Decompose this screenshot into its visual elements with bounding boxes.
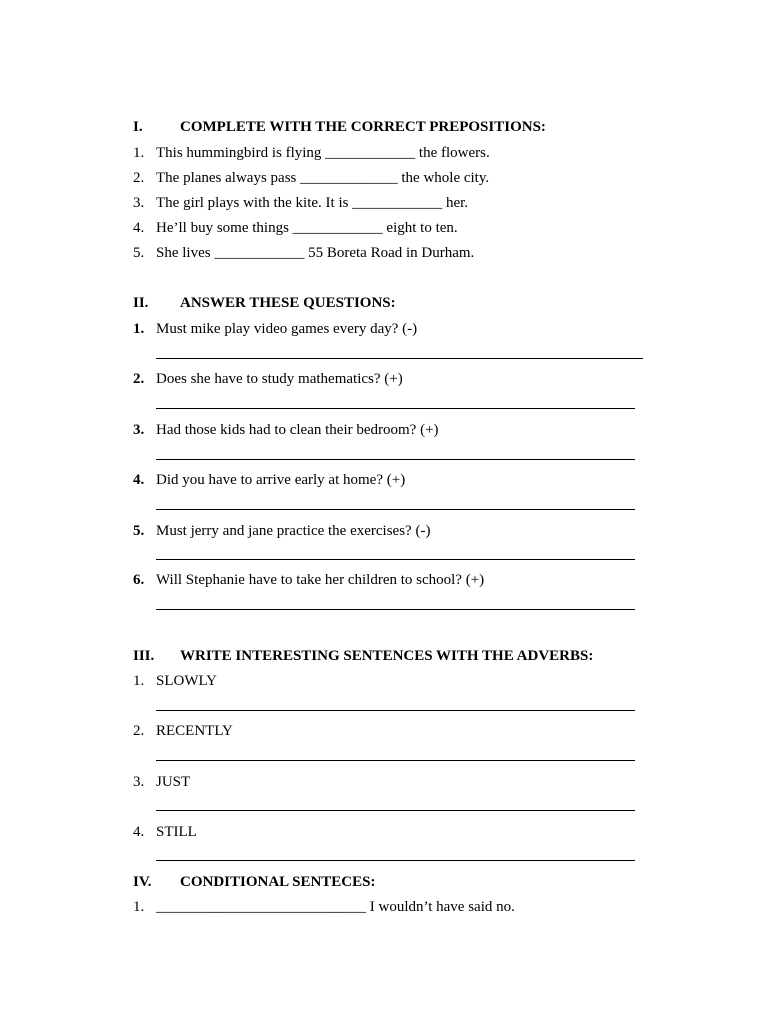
answer-line[interactable] xyxy=(156,609,635,610)
section-2-item-6-text: Will Stephanie have to take her children to school? (+) xyxy=(156,572,485,588)
section-3-item-2-number: 2. xyxy=(133,723,145,739)
section-3-numeral: III. xyxy=(133,648,155,664)
section-3-item-1-number: 1. xyxy=(133,673,145,689)
answer-line[interactable] xyxy=(156,810,635,811)
section-1-item-4-text: He’ll buy some things ____________ eight to ten. xyxy=(156,220,458,236)
section-1-item-2-text: The planes always pass _____________ the whole city. xyxy=(156,170,490,186)
answer-line[interactable] xyxy=(156,559,635,560)
section-2-item-4-number: 4. xyxy=(133,472,145,488)
section-3-item-4-text: STILL xyxy=(156,824,197,840)
section-2-item-5-number: 5. xyxy=(133,523,145,539)
section-4-item-1-number: 1. xyxy=(133,899,145,915)
section-3-item-1-text: SLOWLY xyxy=(156,673,217,689)
section-3-title: WRITE INTERESTING SENTENCES WITH THE ADVERBS: xyxy=(180,648,594,664)
answer-line[interactable] xyxy=(156,710,635,711)
section-4-item-1-text: ____________________________ I wouldn’t have said no. xyxy=(156,899,515,915)
section-4-title: CONDITIONAL SENTECES: xyxy=(180,874,376,890)
section-2-item-1-number: 1. xyxy=(133,321,145,337)
section-2-item-4-text: Did you have to arrive early at home? (+) xyxy=(156,472,406,488)
answer-line[interactable] xyxy=(156,459,635,460)
section-2-item-6-number: 6. xyxy=(133,572,145,588)
section-3-item-3-text: JUST xyxy=(156,774,191,790)
answer-line[interactable] xyxy=(156,358,643,359)
section-2-item-2-number: 2. xyxy=(133,371,145,387)
section-1-title: COMPLETE WITH THE CORRECT PREPOSITIONS: xyxy=(180,119,546,135)
answer-line[interactable] xyxy=(156,860,635,861)
section-1-item-1-number: 1. xyxy=(133,145,145,161)
section-1-item-4-number: 4. xyxy=(133,220,145,236)
section-2-item-1-text: Must mike play video games every day? (-) xyxy=(156,321,418,337)
section-1-item-5-text: She lives ____________ 55 Boreta Road in Durham. xyxy=(156,245,475,261)
section-3-item-4-number: 4. xyxy=(133,824,145,840)
section-2-item-3-number: 3. xyxy=(133,422,145,438)
section-2-title: ANSWER THESE QUESTIONS: xyxy=(180,295,396,311)
section-1-item-1-text: This hummingbird is flying ____________ the flowers. xyxy=(156,145,490,161)
section-4-numeral: IV. xyxy=(133,874,152,890)
answer-line[interactable] xyxy=(156,760,635,761)
section-2-numeral: II. xyxy=(133,295,149,311)
section-1-item-2-number: 2. xyxy=(133,170,145,186)
section-1-item-3-text: The girl plays with the kite. It is ____________ her. xyxy=(156,195,469,211)
section-1-numeral: I. xyxy=(133,119,143,135)
section-1-item-3-number: 3. xyxy=(133,195,145,211)
answer-line[interactable] xyxy=(156,509,635,510)
answer-line[interactable] xyxy=(156,408,635,409)
section-2-item-2-text: Does she have to study mathematics? (+) xyxy=(156,371,403,387)
section-2-item-3-text: Had those kids had to clean their bedroom? (+) xyxy=(156,422,439,438)
section-3-item-3-number: 3. xyxy=(133,774,145,790)
section-1-item-5-number: 5. xyxy=(133,245,145,261)
section-2-item-5-text: Must jerry and jane practice the exercises? (-) xyxy=(156,523,431,539)
section-3-item-2-text: RECENTLY xyxy=(156,723,233,739)
